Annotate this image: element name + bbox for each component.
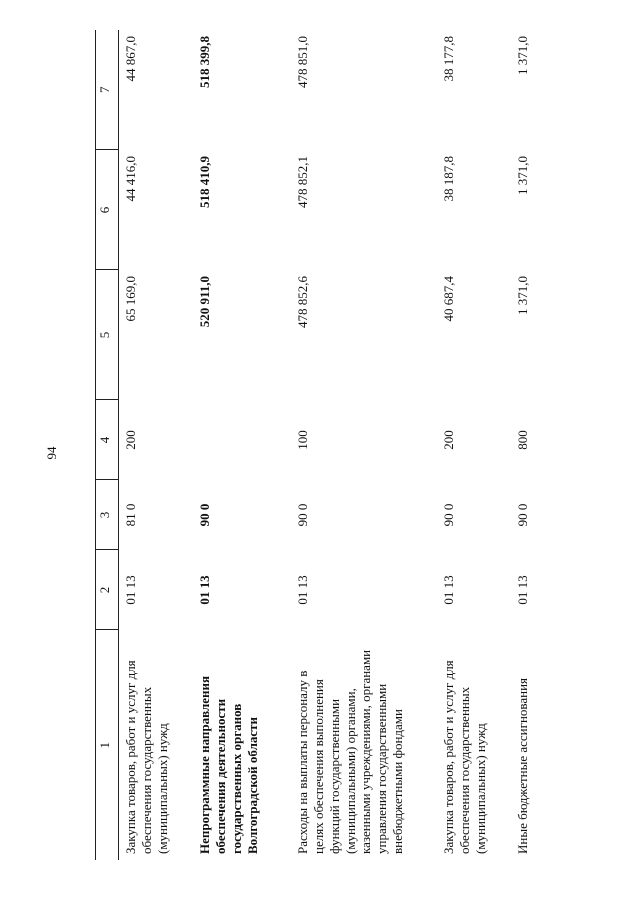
row-expense-type bbox=[193, 400, 291, 480]
header-col-3: 3 bbox=[96, 480, 119, 550]
row-section: 01 13 bbox=[197, 575, 212, 605]
table-row bbox=[119, 30, 194, 860]
row-target: 90 0 bbox=[515, 503, 530, 527]
row-description: Иные бюджетные ассигнования bbox=[515, 677, 530, 854]
row-expense-type: 800 bbox=[515, 430, 530, 450]
row-description: Расходы на выплаты персоналу в целях обеспечения выполнения функций государственными (муниципальными) органами, казенными учреждениями, органами управления государственными внебюджетными фондами bbox=[295, 649, 406, 854]
header-col-6: 6 bbox=[96, 150, 119, 270]
header-col-5: 5 bbox=[96, 270, 119, 400]
row-value-col7: 1 371,0 bbox=[515, 36, 530, 75]
row-value-col7: 38 177,8 bbox=[441, 36, 456, 82]
row-value-col6: 38 187,8 bbox=[441, 156, 456, 202]
header-row bbox=[96, 30, 119, 860]
row-description: Непрограммные направления обеспечения деятельности государственных органов Волгоградской области bbox=[197, 675, 260, 854]
row-section: 01 13 bbox=[515, 575, 530, 605]
row-expense-type: 200 bbox=[123, 430, 138, 450]
table-row bbox=[193, 30, 291, 860]
header-col-7: 7 bbox=[96, 30, 119, 150]
budget-table bbox=[95, 30, 559, 860]
row-value-col5: 1 371,0 bbox=[515, 276, 530, 315]
row-value-col6: 478 852,1 bbox=[295, 156, 310, 208]
row-value-col7: 44 867,0 bbox=[123, 36, 138, 82]
row-description: Закупка товаров, работ и услуг для обеспечения государственных (муниципальных) нужд bbox=[123, 660, 170, 854]
row-value-col6: 518 410,9 bbox=[197, 156, 212, 208]
row-target: 90 0 bbox=[197, 503, 212, 527]
table-row bbox=[437, 30, 511, 860]
row-target: 90 0 bbox=[295, 503, 310, 527]
page-number: 94 bbox=[44, 446, 59, 460]
row-section: 01 13 bbox=[441, 575, 456, 605]
header-col-4: 4 bbox=[96, 400, 119, 480]
row-section: 01 13 bbox=[295, 575, 310, 605]
row-target: 90 0 bbox=[441, 503, 456, 527]
header-col-2: 2 bbox=[96, 550, 119, 630]
table-row bbox=[511, 30, 559, 860]
row-value-col7: 478 851,0 bbox=[295, 36, 310, 88]
row-expense-type: 100 bbox=[295, 430, 310, 450]
row-value-col7: 518 399,8 bbox=[197, 36, 212, 88]
row-value-col5: 65 169,0 bbox=[123, 276, 138, 322]
row-value-col5: 520 911,0 bbox=[197, 276, 212, 328]
row-section: 01 13 bbox=[123, 575, 138, 605]
row-value-col6: 44 416,0 bbox=[123, 156, 138, 202]
table-row bbox=[291, 30, 437, 860]
row-value-col5: 478 852,6 bbox=[295, 276, 310, 328]
budget-table-rotated bbox=[95, 30, 640, 860]
row-value-col5: 40 687,4 bbox=[441, 276, 456, 322]
header-col-1: 1 bbox=[96, 630, 119, 860]
row-target: 81 0 bbox=[123, 503, 138, 527]
row-expense-type: 200 bbox=[441, 430, 456, 450]
row-value-col6: 1 371,0 bbox=[515, 156, 530, 195]
row-description: Закупка товаров, работ и услуг для обеспечения государственных (муниципальных) нужд bbox=[441, 660, 488, 854]
